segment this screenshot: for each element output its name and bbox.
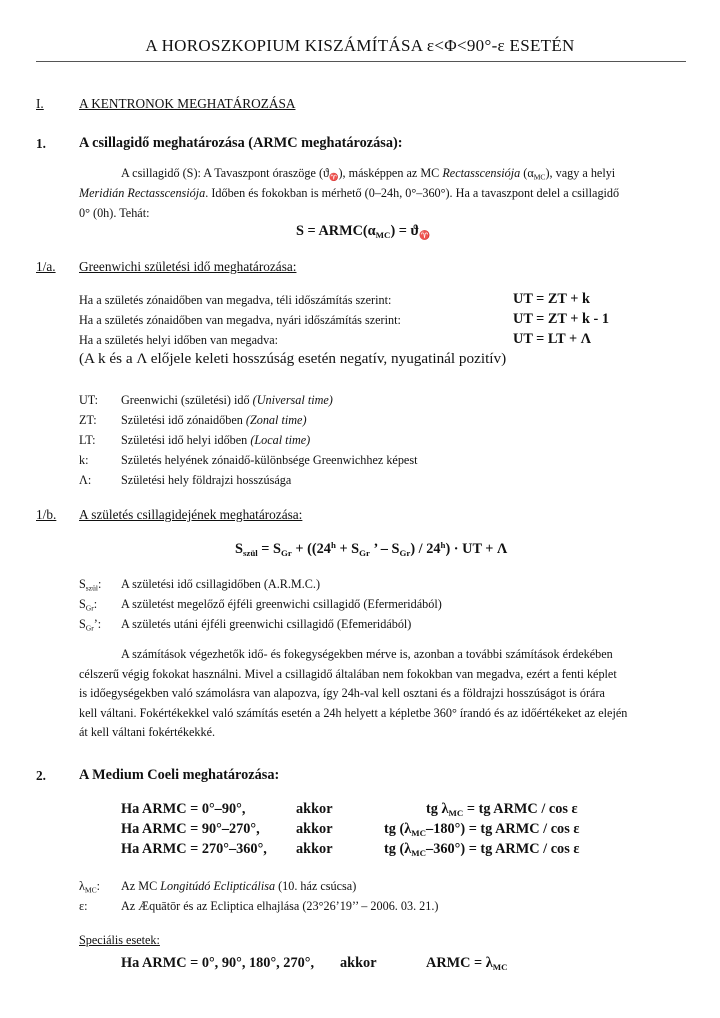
definition-term: $S_{Gr}$’:: [79, 617, 102, 633]
definition-desc: A születési idő csillagidőben (A.R.M.C.): [121, 577, 321, 591]
section-number: I.: [36, 96, 44, 111]
subsection-number: 1.: [36, 136, 46, 151]
definition-desc: Az MC Longitúdó Eclipticálisa (10. ház csúcsa): [121, 879, 357, 893]
armc-formula: $S = ARMC(\alpha_{MC}) = ϑ_♈$: [296, 223, 431, 241]
definition-desc: Születési idő zónaidőben (Zonal time): [121, 413, 307, 427]
mc-condition: Ha ARMC = 90°–270°,: [121, 821, 260, 837]
rule-text: Ha a születés zónaidőben van megadva, nyári időszámítás szerint:: [79, 313, 401, 327]
mc-akkor: akkor: [296, 801, 333, 817]
sign-note: (A k és a Λ előjele keleti hosszúság esetén negatív, nyugatinál pozitív): [79, 350, 507, 367]
paragraph-line: Meridián Rectasscensiója. Időben és fokokban is mérhető (0–24h, 0°–360°). Ha a tavaszpont delel a csillagidő: [79, 186, 620, 200]
page-title: A HOROSZKOPIUM KISZÁMÍTÁSA ε<Φ<90°-ε ESETÉN: [145, 36, 575, 55]
definition-desc: Születés helyének zónaidő-különbsége Greenwichhez képest: [121, 453, 418, 467]
definition-term: Λ:: [79, 473, 92, 487]
rule-formula: UT = ZT + k - 1: [513, 311, 610, 327]
definition-desc: Az Æquātōr és az Ecliptica elhajlása (23°26’19’’ – 2006. 03. 21.): [121, 899, 439, 913]
special-akkor: akkor: [340, 955, 377, 971]
subsection-number: 1/a.: [36, 259, 56, 274]
definition-term: $S_{Gr}$:: [79, 597, 98, 613]
subsection-heading: A Medium Coeli meghatározása:: [79, 767, 280, 783]
mc-formula: tg $(\lambda_{MC}-360^\circ)$ = tg ARMC / cos ε: [384, 841, 580, 859]
mc-condition: Ha ARMC = 0°–90°,: [121, 801, 246, 817]
rule-formula: UT = LT + Λ: [513, 331, 591, 347]
definition-term: k:: [79, 453, 89, 467]
title-divider: [36, 61, 686, 62]
special-formula: ARMC = $\lambda_{MC}$: [426, 955, 508, 973]
paragraph-line: A csillagidő (S): A Tavaszpont óraszöge $(ϑ_♈)$, másképpen az MC Rectasscensiója $(\alpha_{MC})$, vagy a helyi: [121, 166, 616, 182]
sidereal-formula: $S_{szül} = S_{Gr} + ((24^h + S_{Gr}$ ’ – $S_{Gr}) / 24^h$) · UT + Λ: [235, 540, 508, 559]
special-cases-heading: Speciális esetek:: [79, 933, 160, 947]
definition-term: UT:: [79, 393, 99, 407]
subsection-heading: A születés csillagidejének meghatározása:: [79, 507, 303, 522]
definition-desc: A születés utáni éjféli greenwichi csillagidő (Efemeridából): [121, 617, 412, 631]
definition-term: LT:: [79, 433, 96, 447]
subsection-heading: Greenwichi születési idő meghatározása:: [79, 259, 297, 274]
section-heading: A KENTRONOK MEGHATÁROZÁSA: [79, 96, 296, 111]
mc-akkor: akkor: [296, 841, 333, 857]
subsection-heading: A csillagidő meghatározása (ARMC meghatározása):: [79, 135, 403, 151]
paragraph-line: 0° (0h). Tehát:: [79, 206, 150, 220]
explanation-paragraph: A számítások végezhetők idő- és fokegységekben mérve is, azonban a további számítások érdekében célszerű végig fokokat használni. Mivel a csillagidő általában nem fokokban van megadva, ezért a fenti képlet is időegységekben való számolásra van alapozva, így 24h-val kell osztani és a földrajzi hosszúságot is órára kell váltani. Fokértékekkel való számítás esetén a 24h helyett a képletbe 360° írandó és az időértékeket az elején át kell váltani fokértékekké.: [79, 647, 628, 740]
mc-formula: tg $(\lambda_{MC}-180^\circ)$ = tg ARMC / cos ε: [384, 821, 580, 839]
definition-term: $S_{szül}$:: [79, 577, 102, 593]
subsection-number: 2.: [36, 768, 46, 783]
definition-term: $\lambda_{MC}$:: [79, 879, 101, 895]
rule-text: Ha a születés helyi időben van megadva:: [79, 333, 278, 347]
mc-condition: Ha ARMC = 270°–360°,: [121, 841, 267, 857]
mc-formula: tg $\lambda_{MC}$ = tg ARMC / cos ε: [426, 801, 578, 819]
definition-desc: A születést megelőző éjféli greenwichi csillagidő (Efermeridából): [121, 597, 442, 611]
definition-term: ZT:: [79, 413, 97, 427]
definition-desc: Születési hely földrajzi hosszúsága: [121, 473, 292, 487]
definition-desc: Születési idő helyi időben (Local time): [121, 433, 311, 447]
mc-akkor: akkor: [296, 821, 333, 837]
definition-desc: Greenwichi (születési) idő (Universal time): [121, 393, 333, 407]
definition-term: ε:: [79, 899, 88, 913]
rule-formula: UT = ZT + k: [513, 291, 590, 307]
special-condition: Ha ARMC = 0°, 90°, 180°, 270°,: [121, 955, 315, 971]
rule-text: Ha a születés zónaidőben van megadva, téli időszámítás szerint:: [79, 293, 392, 307]
subsection-number: 1/b.: [36, 507, 57, 522]
